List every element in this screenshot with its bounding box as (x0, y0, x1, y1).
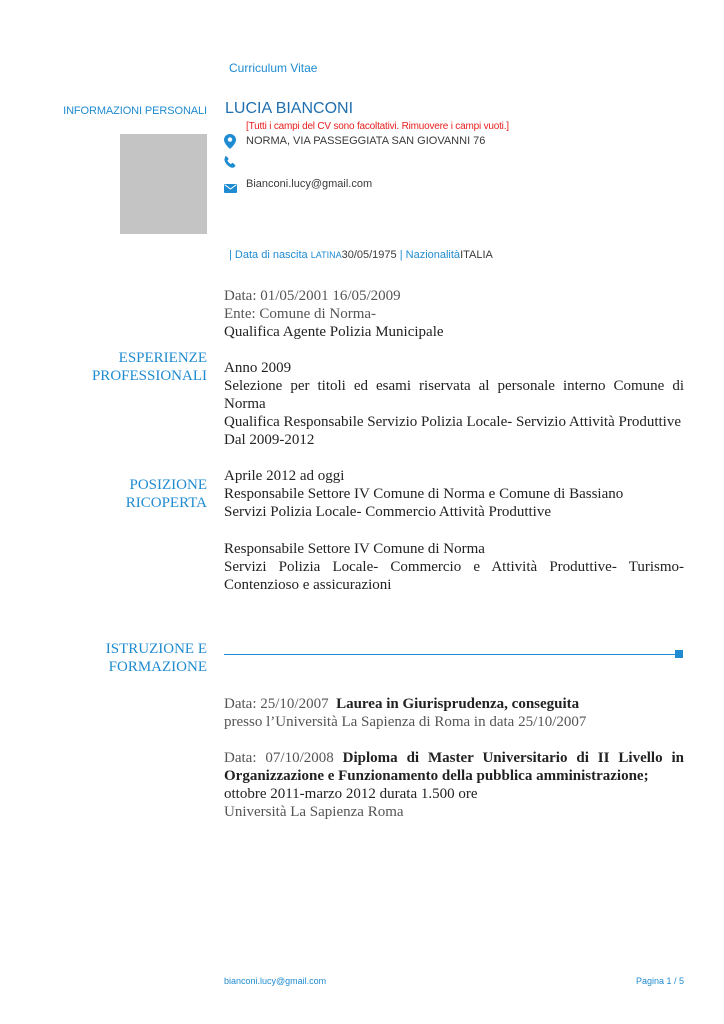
education-date-1: Data: 25/10/2007 (224, 696, 329, 712)
divider-end-square (675, 650, 683, 658)
education-title-2: Diploma di Master Universitario di II Livello in Organizzazione e Funzionamento della pubblica amministrazione; (224, 750, 684, 784)
cv-note: [Tutti i campi del CV sono facoltativi. Rimuovere i campi vuoti.] (246, 121, 509, 132)
position-role-2: Responsabile Settore IV Comune di Norma (224, 541, 485, 557)
footer-email[interactable]: bianconi.lucy@gmail.com (224, 976, 327, 986)
birth-nationality-line (229, 249, 493, 261)
birth-date: 30/05/1975 (341, 249, 397, 261)
position-label-line1: POSIZIONE (129, 477, 207, 493)
experience-period: Dal 2009-2012 (224, 432, 315, 448)
position-section-label (20, 476, 207, 512)
phone-icon (224, 155, 236, 173)
experience-label-line1: ESPERIENZE (118, 350, 207, 366)
position-block-1 (224, 467, 684, 521)
page-number: Pagina 1 / 5 (635, 976, 684, 986)
birth-place: LATINA (310, 250, 342, 260)
education-item-1 (224, 695, 684, 731)
education-detail-1: presso l’Università La Sapienza di Roma in data 25/10/2007 (224, 714, 587, 730)
nationality-value: ITALIA (460, 249, 493, 261)
experience-qualification-2: Qualifica Responsabile Servizio Polizia Locale- Servizio Attività Produttive (224, 414, 681, 430)
person-name: LUCIA BIANCONI (225, 100, 354, 117)
education-label-line1: ISTRUZIONE E (105, 641, 207, 657)
address-text: NORMA, VIA PASSEGGIATA SAN GIOVANNI 76 (246, 135, 486, 147)
education-title-1: Laurea in Giurisprudenza, conseguita (336, 696, 580, 712)
experience-selection: Selezione per titoli ed esami riservata al personale interno Comune di Norma (224, 378, 684, 412)
experience-qualification: Qualifica Agente Polizia Municipale (224, 324, 444, 340)
experience-block-2 (224, 359, 684, 449)
position-period: Aprile 2012 ad oggi (224, 468, 345, 484)
personal-info-label: INFORMAZIONI PERSONALI (63, 105, 207, 117)
section-divider (224, 654, 675, 655)
location-pin-icon (224, 134, 236, 154)
education-detail-2a: ottobre 2011-marzo 2012 durata 1.500 ore (224, 786, 478, 802)
birth-label: | Data di nascita (229, 249, 308, 261)
nationality-label: | Nazionalità (399, 249, 461, 261)
email-icon (224, 180, 237, 198)
position-label-line2: RICOPERTA (125, 495, 207, 511)
education-section-label (20, 640, 207, 676)
experience-label-line2: PROFESSIONALI (91, 368, 207, 384)
position-block-2 (224, 540, 684, 594)
education-label-line2: FORMAZIONE (108, 659, 207, 675)
email-text[interactable]: Bianconi.lucy@gmail.com (246, 178, 373, 190)
education-detail-2b: Università La Sapienza Roma (224, 804, 404, 820)
cv-header-title: Curriculum Vitae (229, 61, 318, 75)
experience-year: Anno 2009 (224, 360, 292, 376)
experience-entity: Ente: Comune di Norma- (224, 306, 377, 322)
education-date-2: Data: 07/10/2008 (224, 750, 334, 766)
experience-date: Data: 01/05/2001 16/05/2009 (224, 288, 401, 304)
photo-placeholder (120, 134, 207, 234)
experience-block-1 (224, 287, 684, 341)
education-item-2 (224, 749, 684, 821)
experience-section-label (20, 349, 207, 385)
position-services: Servizi Polizia Locale- Commercio Attività Produttive (224, 504, 552, 520)
position-role: Responsabile Settore IV Comune di Norma e Comune di Bassiano (224, 486, 624, 502)
position-services-2: Servizi Polizia Locale- Commercio e Attività Produttive- Turismo-Contenzioso e assicurazioni (224, 559, 684, 593)
